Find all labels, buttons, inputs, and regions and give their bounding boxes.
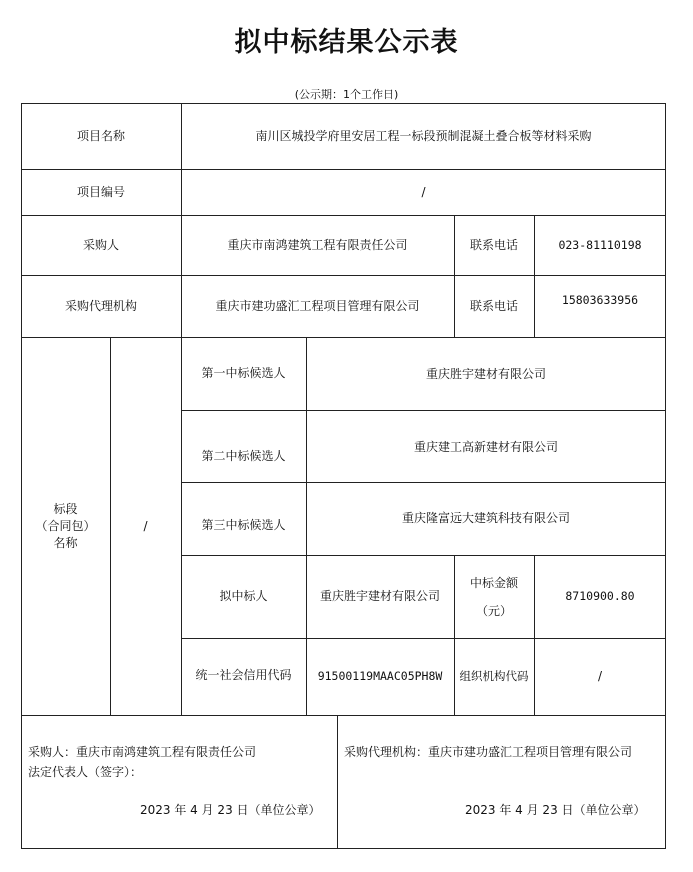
section-label-line: 标段 (53, 501, 78, 516)
agency-label: 采购代理机构 (64, 298, 137, 313)
credit-code-value: 91500119MAAC05PH8W (317, 669, 443, 683)
section-label-line: （合同包） (35, 518, 96, 533)
amount-label-line: 中标金额 (469, 575, 518, 590)
table-rule (337, 715, 338, 849)
candidate-2-label: 第二中标候选人 (201, 449, 286, 463)
project-number-value: / (421, 184, 426, 199)
result-table (21, 103, 666, 849)
amount-label-line: （元） (475, 603, 512, 618)
credit-code-label: 统一社会信用代码 (195, 668, 292, 682)
footer-purchaser-date: 2023 年 4 月 23 日（单位公章） (140, 803, 321, 817)
footer-agency: 采购代理机构：重庆市建功盛汇工程项目管理有限公司 (344, 745, 633, 759)
candidate-3-value: 重庆隆富远大建筑科技有限公司 (401, 511, 570, 525)
section-label-line: 名称 (53, 535, 78, 550)
footer-agency-date: 2023 年 4 月 23 日（单位公章） (465, 803, 646, 817)
agency-phone-label: 联系电话 (469, 298, 518, 313)
purchaser-value: 重庆市南鸿建筑工程有限责任公司 (227, 237, 408, 252)
footer-purchaser: 采购人：重庆市南鸿建筑工程有限责任公司 (28, 745, 257, 759)
page-title: 拟中标结果公示表 (234, 27, 459, 58)
table-rule (21, 715, 666, 716)
project-number-label: 项目编号 (76, 184, 125, 199)
candidate-2-value: 重庆建工高新建材有限公司 (413, 440, 558, 454)
candidate-1-value: 重庆胜宇建材有限公司 (425, 367, 546, 381)
amount-label (454, 555, 534, 638)
org-code-label: 组织机构代码 (459, 669, 529, 683)
footer-legal-rep: 法定代表人（签字）： (28, 765, 143, 779)
candidate-1-label: 第一中标候选人 (201, 366, 286, 380)
publicity-period: (公示期：1个工作日) (294, 88, 399, 101)
agency-phone-value: 15803633956 (561, 292, 639, 307)
project-name-value: 南川区城投学府里安居工程一标段预制混凝土叠合板等材料采购 (255, 128, 592, 143)
project-name-label: 项目名称 (76, 128, 125, 143)
purchaser-phone-label: 联系电话 (469, 237, 518, 252)
winner-value: 重庆胜宇建材有限公司 (319, 589, 440, 603)
section-value: / (143, 518, 148, 533)
table-rule (21, 848, 666, 849)
section-label (21, 337, 110, 715)
candidate-3-label: 第三中标候选人 (201, 518, 286, 532)
amount-value: 8710900.80 (565, 589, 635, 603)
purchaser-phone-value: 023-81110198 (558, 237, 642, 252)
purchaser-label: 采购人 (82, 237, 119, 252)
winner-label: 拟中标人 (219, 589, 268, 603)
agency-value: 重庆市建功盛汇工程项目管理有限公司 (215, 298, 420, 313)
org-code-value: / (597, 669, 603, 683)
